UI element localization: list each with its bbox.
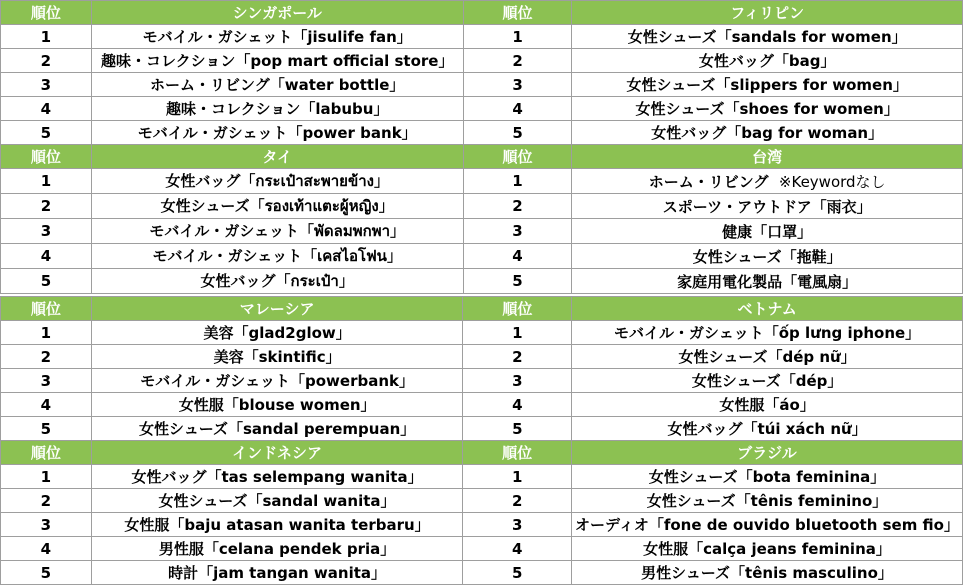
table-row bbox=[1, 244, 963, 269]
table-row bbox=[1, 369, 963, 393]
table-row bbox=[1, 194, 963, 219]
rank-cell: 4 bbox=[463, 97, 572, 121]
table-row bbox=[1, 465, 963, 489]
table-row bbox=[1, 169, 963, 194]
rank-cell: 2 bbox=[1, 345, 92, 369]
keyword-cell: 女性バッグ「túi xách nữ」 bbox=[572, 417, 963, 441]
rank-cell: 3 bbox=[463, 369, 572, 393]
keyword-cell: 男性服「celana pendek pria」 bbox=[91, 537, 463, 561]
rank-cell: 1 bbox=[1, 169, 92, 194]
table-row bbox=[1, 345, 963, 369]
rank-cell: 3 bbox=[1, 219, 92, 244]
rank-cell: 3 bbox=[463, 219, 572, 244]
keyword-cell: ホーム・リビング「water bottle」 bbox=[91, 73, 463, 97]
rank-header: 順位 bbox=[1, 1, 92, 25]
country-header-indonesia: インドネシア bbox=[91, 441, 463, 465]
rank-cell: 4 bbox=[463, 244, 572, 269]
rank-cell: 4 bbox=[463, 393, 572, 417]
header-row bbox=[1, 297, 963, 321]
rank-cell: 5 bbox=[1, 121, 92, 145]
rank-cell: 1 bbox=[463, 25, 572, 49]
rank-cell: 2 bbox=[463, 49, 572, 73]
note-text: ※Keywordなし bbox=[778, 172, 886, 191]
rank-cell: 1 bbox=[1, 25, 92, 49]
rank-cell: 1 bbox=[1, 465, 92, 489]
country-header-malaysia: マレーシア bbox=[91, 297, 463, 321]
header-row bbox=[1, 145, 963, 169]
keyword-cell: 女性バッグ「กระเป๋าสะพายข้าง」 bbox=[91, 169, 463, 194]
keyword-cell: 女性バッグ「กระเป๋า」 bbox=[91, 269, 463, 294]
keyword-cell: モバイル・ガシェット「ốp lưng iphone」 bbox=[572, 321, 963, 345]
keyword-cell bbox=[572, 169, 963, 194]
keyword-cell: 女性シューズ「sandals for women」 bbox=[572, 25, 963, 49]
keyword-cell: 女性シューズ「รองเท้าแตะผู้หญิง」 bbox=[91, 194, 463, 219]
keyword-cell: 女性服「calça jeans feminina」 bbox=[572, 537, 963, 561]
header-row bbox=[1, 1, 963, 25]
rank-cell: 5 bbox=[1, 417, 92, 441]
keyword-cell: モバイル・ガシェット「พัดลมพกพา」 bbox=[91, 219, 463, 244]
rank-cell: 2 bbox=[1, 49, 92, 73]
rank-cell: 3 bbox=[463, 513, 572, 537]
table-row bbox=[1, 73, 963, 97]
keyword-cell: 趣味・コレクション「labubu」 bbox=[91, 97, 463, 121]
rank-header: 順位 bbox=[463, 441, 572, 465]
keyword-text: ホーム・リビング bbox=[648, 172, 769, 191]
rank-cell: 5 bbox=[1, 269, 92, 294]
country-header-vietnam: ベトナム bbox=[572, 297, 963, 321]
rank-cell: 4 bbox=[1, 97, 92, 121]
keyword-cell: モバイル・ガシェット「เคสไอโฟน」 bbox=[91, 244, 463, 269]
rank-cell: 3 bbox=[463, 73, 572, 97]
country-header-thailand: タイ bbox=[91, 145, 463, 169]
ranking-block-1 bbox=[0, 0, 963, 145]
header-row bbox=[1, 441, 963, 465]
keyword-cell: 女性シューズ「sandal perempuan」 bbox=[91, 417, 463, 441]
table-row bbox=[1, 49, 963, 73]
keyword-cell: 美容「glad2glow」 bbox=[91, 321, 463, 345]
ranking-table-malaysia-vietnam bbox=[0, 296, 963, 441]
rank-header: 順位 bbox=[1, 297, 92, 321]
rank-header: 順位 bbox=[1, 145, 92, 169]
keyword-cell: 女性服「blouse women」 bbox=[91, 393, 463, 417]
ranking-table-indonesia-brazil bbox=[0, 440, 963, 585]
rank-header: 順位 bbox=[463, 297, 572, 321]
rank-cell: 3 bbox=[1, 369, 92, 393]
keyword-cell: 男性シューズ「tênis masculino」 bbox=[572, 561, 963, 585]
keyword-cell: オーディオ「fone de ouvido bluetooth sem fio」 bbox=[572, 513, 963, 537]
keyword-cell: 女性シューズ「tênis feminino」 bbox=[572, 489, 963, 513]
rank-cell: 2 bbox=[463, 194, 572, 219]
rank-cell: 2 bbox=[463, 345, 572, 369]
keyword-cell: モバイル・ガシェット「jisulife fan」 bbox=[91, 25, 463, 49]
table-row bbox=[1, 513, 963, 537]
rank-cell: 5 bbox=[463, 121, 572, 145]
rank-cell: 3 bbox=[1, 513, 92, 537]
keyword-cell: 女性シューズ「shoes for women」 bbox=[572, 97, 963, 121]
rank-cell: 5 bbox=[463, 561, 572, 585]
rank-cell: 4 bbox=[1, 244, 92, 269]
country-header-singapore: シンガポール bbox=[91, 1, 463, 25]
rank-header: 順位 bbox=[463, 1, 572, 25]
keyword-cell: 時計「jam tangan wanita」 bbox=[91, 561, 463, 585]
country-header-taiwan: 台湾 bbox=[572, 145, 963, 169]
keyword-cell: 女性シューズ「slippers for women」 bbox=[572, 73, 963, 97]
rank-cell: 2 bbox=[1, 489, 92, 513]
keyword-cell: 女性バッグ「tas selempang wanita」 bbox=[91, 465, 463, 489]
rank-cell: 1 bbox=[463, 169, 572, 194]
rank-cell: 2 bbox=[463, 489, 572, 513]
ranking-block-2 bbox=[0, 144, 963, 294]
keyword-cell: 女性バッグ「bag for woman」 bbox=[572, 121, 963, 145]
table-row bbox=[1, 121, 963, 145]
rank-cell: 1 bbox=[463, 321, 572, 345]
ranking-block-4 bbox=[0, 440, 963, 585]
rank-cell: 4 bbox=[1, 537, 92, 561]
keyword-cell: 女性シューズ「dép nữ」 bbox=[572, 345, 963, 369]
keyword-cell: スポーツ・アウトドア「雨衣」 bbox=[572, 194, 963, 219]
rank-header: 順位 bbox=[1, 441, 92, 465]
keyword-cell: モバイル・ガシェット「powerbank」 bbox=[91, 369, 463, 393]
table-row bbox=[1, 321, 963, 345]
table-row bbox=[1, 561, 963, 585]
rank-header: 順位 bbox=[463, 145, 572, 169]
rank-cell: 5 bbox=[1, 561, 92, 585]
keyword-cell: 女性シューズ「拖鞋」 bbox=[572, 244, 963, 269]
keyword-cell: 健康「口罩」 bbox=[572, 219, 963, 244]
keyword-cell: 女性服「áo」 bbox=[572, 393, 963, 417]
rank-cell: 3 bbox=[1, 73, 92, 97]
rank-cell: 2 bbox=[1, 194, 92, 219]
table-row bbox=[1, 269, 963, 294]
table-row bbox=[1, 219, 963, 244]
country-header-brazil: ブラジル bbox=[572, 441, 963, 465]
keyword-cell: 女性シューズ「sandal wanita」 bbox=[91, 489, 463, 513]
keyword-cell: モバイル・ガシェット「power bank」 bbox=[91, 121, 463, 145]
table-row bbox=[1, 25, 963, 49]
table-row bbox=[1, 537, 963, 561]
keyword-cell: 家庭用電化製品「電風扇」 bbox=[572, 269, 963, 294]
keyword-cell: 女性バッグ「bag」 bbox=[572, 49, 963, 73]
keyword-cell: 女性シューズ「dép」 bbox=[572, 369, 963, 393]
rank-cell: 4 bbox=[463, 537, 572, 561]
rank-cell: 4 bbox=[1, 393, 92, 417]
keyword-cell: 女性シューズ「bota feminina」 bbox=[572, 465, 963, 489]
country-header-philippines: フィリピン bbox=[572, 1, 963, 25]
keyword-cell: 女性服「baju atasan wanita terbaru」 bbox=[91, 513, 463, 537]
table-row bbox=[1, 489, 963, 513]
table-row bbox=[1, 417, 963, 441]
rank-cell: 5 bbox=[463, 417, 572, 441]
rank-cell: 1 bbox=[1, 321, 92, 345]
keyword-cell: 美容「skintific」 bbox=[91, 345, 463, 369]
table-row bbox=[1, 97, 963, 121]
table-row bbox=[1, 393, 963, 417]
rank-cell: 5 bbox=[463, 269, 572, 294]
keyword-cell: 趣味・コレクション「pop mart official store」 bbox=[91, 49, 463, 73]
ranking-table-thailand-taiwan bbox=[0, 144, 963, 294]
rank-cell: 1 bbox=[463, 465, 572, 489]
ranking-table-singapore-philippines bbox=[0, 0, 963, 145]
ranking-block-3 bbox=[0, 296, 963, 441]
